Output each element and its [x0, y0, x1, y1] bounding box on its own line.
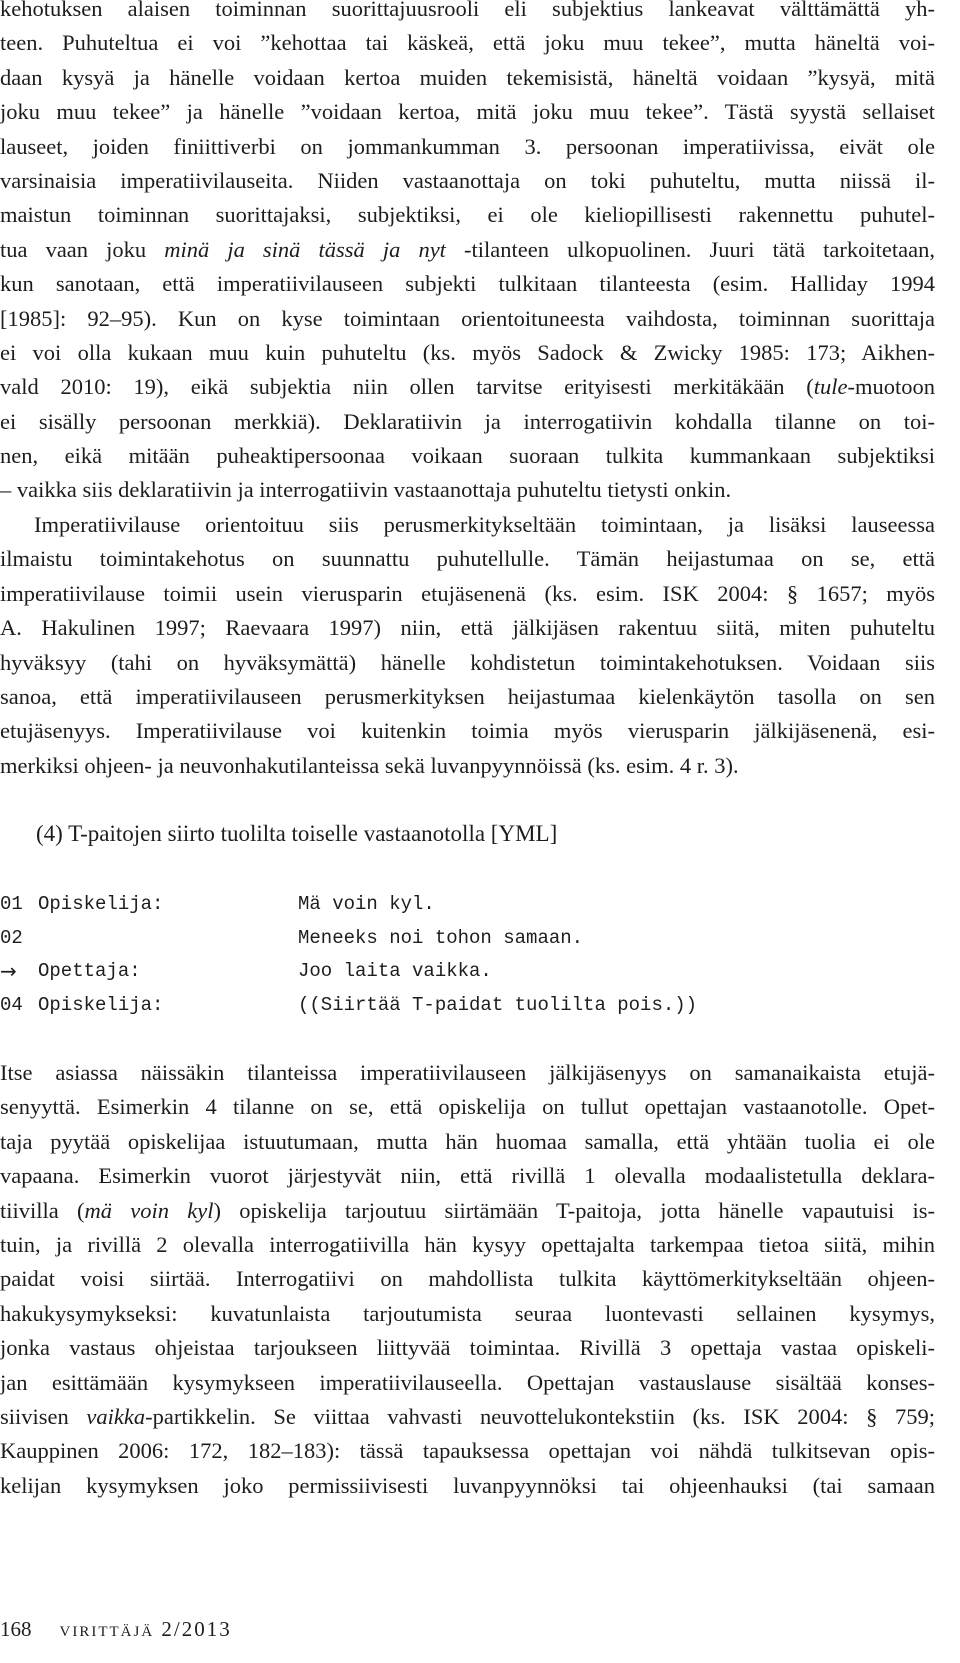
italic-term: vaikka: [86, 1403, 146, 1429]
text-segment: -partikkelin. Se viittaa vahvasti neuvottelukontekstiin (ks. ISK 2004: § 759;: [145, 1403, 935, 1429]
text-line: Kauppinen 2006: 172, 182–183): tässä tapauksessa opettajan voi nähdä tulkitsevan opis-: [0, 1438, 935, 1464]
text-line: sanoa, että imperatiivilauseen perusmerkityksen heijastumaa kielenkäytön tasolla on sen: [0, 683, 935, 709]
text-line: joku muu tekee” ja hänelle ”voidaan kertoa, mitä joku muu tekee”. Tästä syystä sellaiset: [0, 99, 935, 125]
page-number: 168: [0, 1617, 32, 1641]
journal-name: virittäjä 2/2013: [59, 1617, 232, 1641]
utterance: Mä voin kyl.: [298, 893, 435, 915]
text-segment: -muotoon: [847, 374, 935, 400]
text-line: kelijan kysymyksen joko permissiivisesti luvanpyynnöksi tai ohjeenhauksi (tai samaan: [0, 1472, 935, 1498]
transcript: [0, 888, 935, 1022]
text-line: daan kysyä ja hänelle voidaan kertoa muiden tekemisistä, häneltä voidaan ”kysyä, mitä: [0, 64, 935, 90]
text-segment: siivisen: [0, 1403, 87, 1429]
paragraph-1: [0, 0, 935, 508]
text-line: A. Hakulinen 1997; Raevaara 1997) niin, että jälkijäsen rakentuu siitä, miten puhuteltu: [0, 615, 935, 641]
text-line: jonka vastaus ohjeistaa tarjoukseen liittyvää toimintaa. Rivillä 3 opettaja vastaa opiskeli-: [0, 1335, 935, 1361]
text-line: Imperatiivilause orientoituu siis perusmerkitykseltään toimintaan, ja lisäksi lauseessa: [34, 512, 935, 537]
speaker-label: Opiskelija:: [38, 893, 164, 915]
text-line: [0, 1194, 935, 1228]
speaker-label: Opettaja:: [38, 960, 141, 982]
transcript-line: [0, 888, 935, 922]
transcript-line: [0, 989, 935, 1023]
text-line: [0, 233, 935, 267]
paragraph-3: [0, 1056, 935, 1503]
text-line: paidat voisi siirtää. Interrogatiivi on mahdollista tulkita käyttömerkitykseltään ohjeen-: [0, 1266, 935, 1292]
line-number: 01: [0, 893, 23, 915]
text-segment: tua vaan joku: [0, 236, 165, 262]
text-line: imperatiivilause toimii usein vierusparin etujäsenenä (ks. esim. ISK 2004: § 1657; myös: [0, 580, 935, 606]
text-line: tuin, ja rivillä 2 olevalla interrogatiivilla hän kysyy opettajalta tarkempaa tietoa siitä, mihin: [0, 1231, 935, 1257]
text-line: Itse asiassa näissäkin tilanteissa imperatiivilauseen jälkijäsenyys on samanaikaista etujä-: [0, 1060, 935, 1085]
text-line: merkiksi ohjeen- ja neuvonhakutilanteissa sekä luvanpyynnöissä (ks. esim. 4 r. 3).: [0, 752, 739, 778]
text-segment: -tilanteen ulkopuolinen. Juuri tätä tarkoitetaan,: [445, 236, 935, 262]
text-line: [0, 370, 935, 404]
text-line: ilmaistu toimintakehotus on suunnattu puhutellulle. Tämän heijastumaa on se, että: [0, 546, 935, 572]
italic-term: tule: [813, 374, 848, 400]
text-line: taja pyytää opiskelijaa istuutumaan, mutta hän huomaa samalla, että yhtään tuolia ei ole: [0, 1128, 935, 1154]
text-line: ei sisälly persoonan merkkiä). Deklaratiivin ja interrogatiivin kohdalla tilanne on toi-: [0, 408, 935, 434]
text-line: hakukysymykseksi: kuvatunlaista tarjoutumista seuraa luontevasti sellainen kysymys,: [0, 1300, 935, 1326]
italic-term: minä ja sinä tässä ja nyt: [164, 236, 446, 262]
text-line: nen, eikä mitään puheaktipersoonaa voikaan suoraan tulkita kummankaan subjektiksi: [0, 443, 935, 469]
text-line: – vaikka siis deklaratiivin ja interrogatiivin vastaanottaja puhuteltu tietysti onkin.: [0, 477, 732, 503]
text-segment: tiivilla (: [0, 1197, 85, 1223]
example-title: (4) T-paitojen siirto tuolilta toiselle vastaanotolla [YML]: [36, 821, 558, 846]
line-number: 02: [0, 926, 23, 949]
utterance: Meneeks noi tohon samaan.: [298, 926, 584, 949]
text-line: lauseet, joiden finiittiverbi on jommankumman 3. persoonan imperatiivissa, eivät ole: [0, 133, 935, 159]
text-line: senyyttä. Esimerkin 4 tilanne on se, että opiskelija on tullut opettajan vastaanotolle. Opet-: [0, 1094, 935, 1120]
text-line: teen. Puhuteltua ei voi ”kehottaa tai käskeä, että joku muu tekee”, mutta häneltä voi-: [0, 30, 935, 56]
text-line: ei voi olla kukaan muu kuin puhuteltu (ks. myös Sadock & Zwicky 1985: 173; Aikhen-: [0, 339, 935, 365]
italic-term: mä voin kyl: [84, 1197, 214, 1223]
text-line: hyväksyy (tahi on hyväksymättä) hänelle kohdistetun toimintakehotuksen. Voidaan siis: [0, 649, 935, 675]
speaker-label: Opiskelija:: [38, 993, 164, 1016]
arrow-icon: →: [0, 959, 17, 983]
transcript-line: [0, 922, 935, 956]
text-line: kun sanotaan, että imperatiivilauseen subjekti tulkitaan tilanteesta (esim. Halliday 1994: [0, 271, 935, 297]
text-line: [0, 1400, 935, 1434]
transcript-line: [0, 955, 935, 989]
text-line: kehotuksen alaisen toiminnan suorittajuusrooli eli subjektius lankeavat välttämättä yh-: [0, 0, 935, 21]
text-segment: vald 2010: 19), eikä subjektia niin ollen tarvitse erityisesti merkitäkään (: [0, 374, 814, 400]
text-line: [1985]: 92–95). Kun on kyse toimintaan orientoituneesta vaihdosta, toiminnan suorittaja: [0, 305, 935, 331]
utterance: ((Siirtää T-paidat tuolilta pois.)): [298, 993, 698, 1016]
text-segment: ) opiskelija tarjoutuu siirtämään T-paitoja, jotta hänelle vapautuisi is-: [213, 1197, 935, 1223]
paragraph-2: [0, 508, 935, 783]
line-number: 04: [0, 993, 23, 1016]
page-footer: [0, 1612, 232, 1646]
text-line: maistun toiminnan suorittajaksi, subjektiksi, ei ole kieliopillisesti rakennettu puhutel-: [0, 202, 935, 228]
utterance: Joo laita vaikka.: [298, 960, 492, 982]
text-line: vapaana. Esimerkin vuorot järjestyvät niin, että rivillä 1 olevalla modaalistetulla deklara-: [0, 1163, 935, 1189]
text-line: etujäsenyys. Imperatiivilause voi kuitenkin toimia myös vierusparin jälkijäsenenä, esi-: [0, 718, 935, 744]
text-line: varsinaisia imperatiivilauseita. Niiden vastaanottaja on toki puhuteltu, mutta niissä il-: [0, 167, 935, 193]
text-line: jan esittämään kysymykseen imperatiivilauseella. Opettajan vastauslause sisältää konses-: [0, 1369, 935, 1395]
